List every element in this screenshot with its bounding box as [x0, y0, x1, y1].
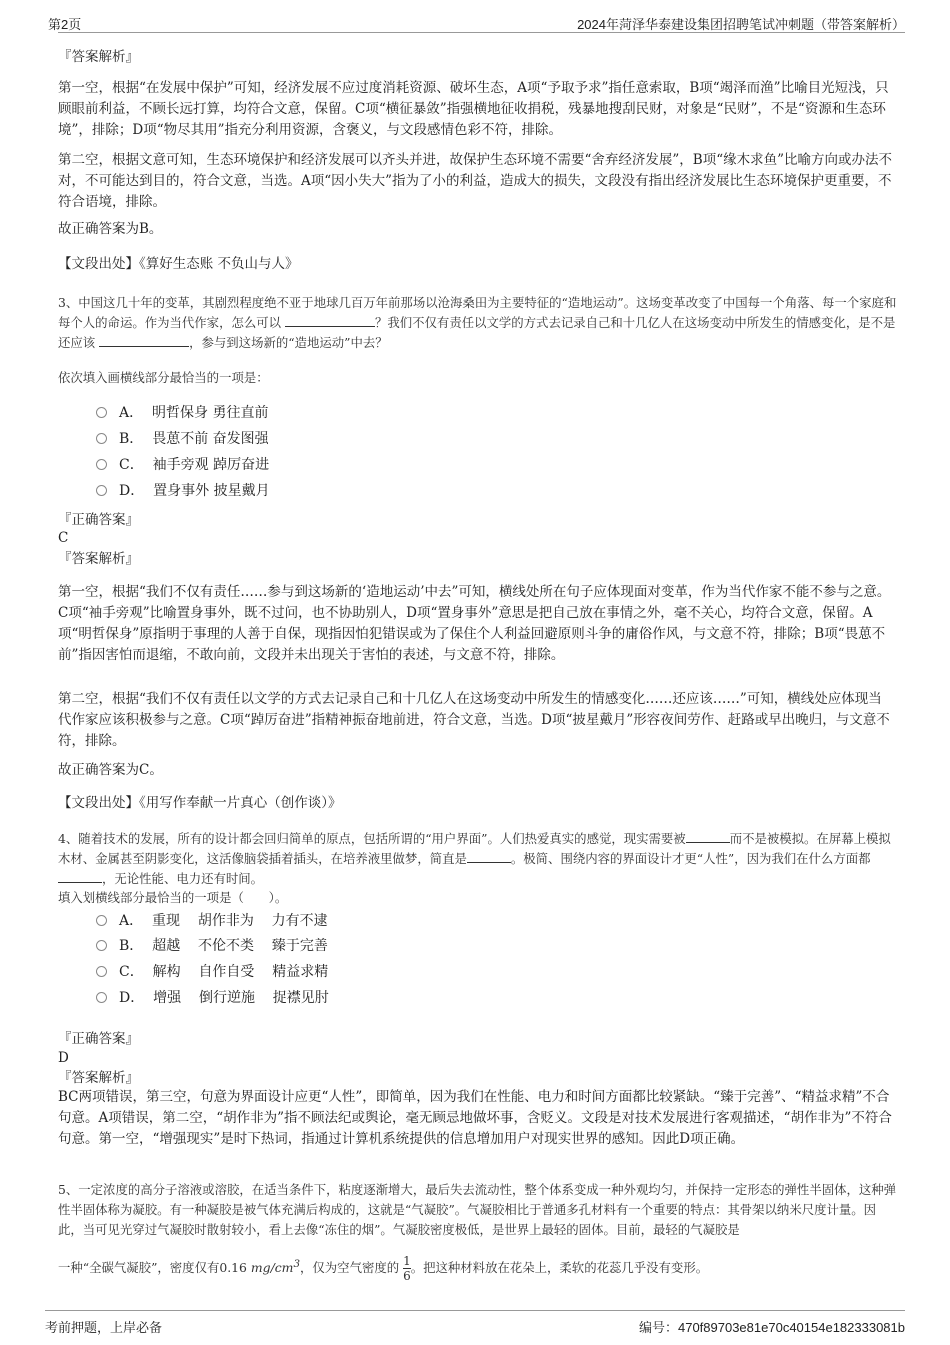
blank-line: [58, 870, 102, 883]
q3-conclusion: 故正确答案为C。: [58, 762, 163, 778]
q2-conclusion: 故正确答案为B。: [58, 221, 163, 237]
q4-analysis: BC两项错误，第三空，句意为界面设计应更“人性”，即简单，因为我们在性能、电力和时间方面都比较紧缺。“臻于完善”、“精益求精”不合句意。A项错误，第二空，“胡作非为”指不顾法纪或舆论，毫无顾忌地做坏事，含贬义。文段是对技术发展进行客观描述，“胡作非为”不符合句意。第一空，“增强现实”是时下热词，指通过计算机系统提供的信息增加用户对现实世界的感知。因此D项正确。: [58, 1089, 892, 1147]
q3-analysis-para1: 第一空，根据“我们不仅有责任……参与到这场新的‘造地运动’中去”可知，横线处所在句子应体现面对变革，作为当代作家不能不参与之意。C项“袖手旁观”比喻置身事外，既不过问，也不协助别人，D项“置身事外”意思是把自己放在事情之外，毫不关心，均符合文意，保留。A项“明哲保身”原指明于事理的人善于自保，现指因怕犯错误或为了保住个人利益回避原则斗争的庸俗作风，与文意不符，排除；B项“畏葸不前”指因害怕而退缩，不敢向前，文段并未出现关于害怕的表述，与文意不符，排除。: [58, 584, 891, 663]
q3-answer: C: [58, 530, 69, 546]
footer-slogan: 考前押题，上岸必备: [45, 1320, 163, 1335]
blank-line: [285, 314, 375, 327]
radio-icon[interactable]: [96, 966, 107, 977]
fraction: $\frac{1}{6}$: [403, 1254, 411, 1284]
q4-stem: 4、随着技术的发展，所有的设计都会回归简单的原点，包括所谓的“用户界面”。人们热爱真实的感觉，现实需要被 而不是被模拟。在屏幕上模拟木材、金属甚至阴影变化，这活像脑袋插着插头，在培养液里做梦，简直是 。极简、围绕内容的界面设计才更“人性”，因为我们在什么方面都，无论性能、电力还有时间。: [58, 831, 891, 886]
q4-option-b[interactable]: B． 超越 不伦不类 臻于完善: [96, 936, 328, 956]
q3-analysis-label: 『答案解析』: [58, 551, 139, 567]
blank-line: [686, 830, 730, 843]
q3-option-b[interactable]: B． 畏葸不前 奋发图强: [96, 429, 269, 449]
q5-line2: 一种“全碳气凝胶”，密度仅有0.16 $mg/cm^3$，仅为空气密度的 $\frac{1}{6}$ 。把这种材料放在花朵上，柔软的花蕊几乎没有变形。: [58, 1254, 709, 1284]
radio-icon[interactable]: [96, 433, 107, 444]
footer-serial: 编号：470f89703e81e70c40154e182333081b: [638, 1320, 905, 1335]
page-header: [48, 12, 905, 33]
q4-answer: D: [58, 1050, 69, 1066]
q2-source: 【文段出处】《算好生态账 不负山与人》: [58, 256, 299, 272]
q3-option-d[interactable]: D． 置身事外 披星戴月: [96, 481, 270, 501]
document-title: 2024年菏泽华泰建设集团招聘笔试冲刺题（带答案解析）: [577, 17, 905, 32]
q4-answer-label: 『正确答案』: [58, 1031, 139, 1047]
q4-analysis-label: 『答案解析』: [58, 1070, 139, 1086]
q5-stem: 5、一定浓度的高分子溶液或溶胶，在适当条件下，粘度逐渐增大，最后失去流动性，整个体系变成一种外观均匀，并保持一定形态的弹性半固体，这种弹性半固体称为凝胶。有一种凝胶是被气体充满后构成的，这就是“气凝胶”。气凝胶相比于普通多孔材料有一个重要的特点：其骨架以纳米尺度计量。因此，当可见光穿过气凝胶时散射较小，看上去像“冻住的烟”。气凝胶密度极低，是世界上最轻的固体。目前，最轻的气凝胶是: [58, 1182, 897, 1237]
q3-stem: 3、中国这几十年的变革，其剧烈程度绝不亚于地球几百万年前那场以沧海桑田为主要特征的“造地运动”。这场变革改变了中国每一个角落、每一个家庭和每个人的命运。作为当代作家，怎么可以 ？我们不仅有责任以文学的方式去记录自己和十几亿人在这场变动中所发生的情感变化，是不是还应该 ，参与到这场新的“造地运动”中去？: [58, 295, 897, 350]
density-unit: $mg/cm^3$: [250, 1258, 301, 1276]
q2-analysis-para1: 第一空，根据“在发展中保护”可知，经济发展不应过度消耗资源、破坏生态，A项“予取予求”指任意索取，B项“竭泽而渔”比喻目光短浅，只顾眼前利益，不顾长远打算，均符合文意，保留。C项“横征暴敛”指强横地征收捐税，残暴地搜刮民财，对象是“民财”，不是“资源和生态环境”，排除；D项“物尽其用”指充分利用资源，含褒义，与文段感情色彩不符，排除。: [58, 80, 889, 138]
radio-icon[interactable]: [96, 940, 107, 951]
q3-answer-label: 『正确答案』: [58, 512, 139, 528]
page-footer: [45, 1310, 905, 1341]
page-number: 第2页: [48, 17, 82, 32]
q3-option-c[interactable]: C． 袖手旁观 踔厉奋进: [96, 455, 269, 475]
radio-icon[interactable]: [96, 915, 107, 926]
q3-source: 【文段出处】《用写作奉献一片真心（创作谈）》: [58, 795, 342, 811]
radio-icon[interactable]: [96, 459, 107, 470]
q2-analysis-para2: 第二空，根据文意可知，生态环境保护和经济发展可以齐头并进，故保护生态环境不需要“舍弃经济发展”，B项“缘木求鱼”比喻方向或办法不对，不可能达到目的，符合文意，当选。A项“因小失大”指为了小的利益，造成大的损失，文段没有指出经济发展比生态环境保护更重要，不符合语境，排除。: [58, 152, 893, 210]
q3-option-a[interactable]: A． 明哲保身 勇往直前: [96, 403, 268, 423]
q4-option-a[interactable]: A． 重现 胡作非为 力有不逮: [96, 911, 328, 931]
q4-prompt: 填入划横线部分最恰当的一项是（ ）。: [58, 890, 288, 905]
radio-icon[interactable]: [96, 407, 107, 418]
q3-prompt: 依次填入画横线部分最恰当的一项是：: [58, 370, 269, 385]
blank-line: [467, 850, 511, 863]
q4-option-d[interactable]: D． 增强 倒行逆施 捉襟见肘: [96, 988, 329, 1008]
q2-analysis-label: 『答案解析』: [58, 49, 139, 65]
radio-icon[interactable]: [96, 485, 107, 496]
radio-icon[interactable]: [96, 992, 107, 1003]
q3-analysis-para2: 第二空，根据“我们不仅有责任以文学的方式去记录自己和十几亿人在这场变动中所发生的情感变化……还应该……”可知，横线处应体现当代作家应该积极参与之意。C项“踔厉奋进”指精神振奋地前进，符合文意，当选。D项“披星戴月”形容夜间劳作、赶路或早出晚归，与文意不符，排除。: [58, 691, 890, 749]
blank-line: [99, 334, 189, 347]
q4-option-c[interactable]: C． 解构 自作自受 精益求精: [96, 962, 328, 982]
